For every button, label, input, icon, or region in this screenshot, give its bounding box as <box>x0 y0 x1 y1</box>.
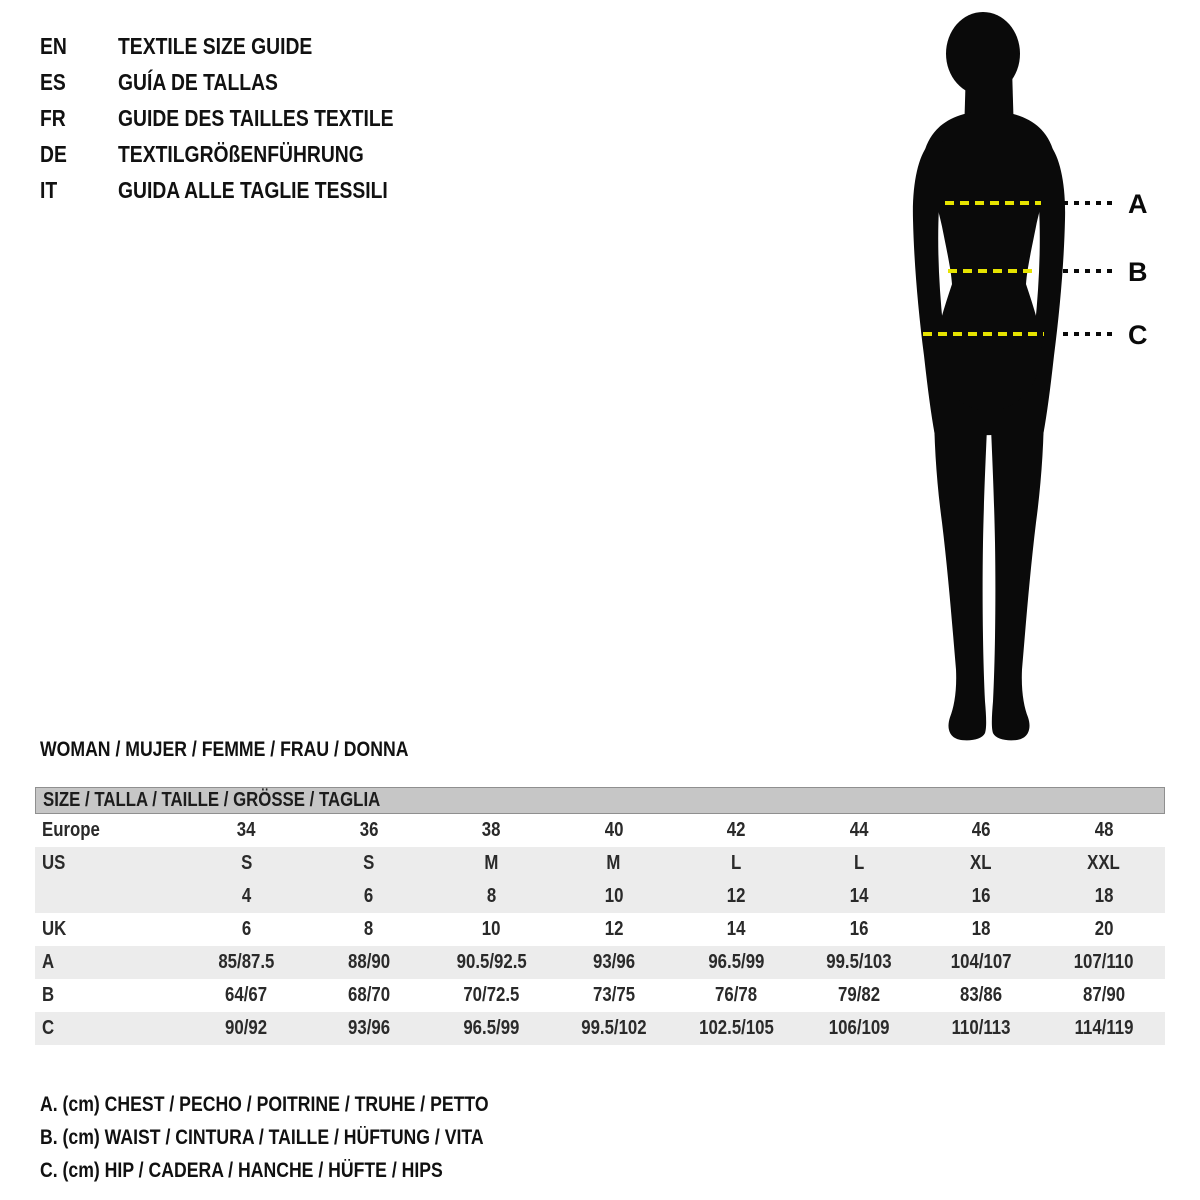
row-label <box>35 918 185 941</box>
table-cell <box>430 819 553 842</box>
table-row <box>35 880 1165 913</box>
table-cell-text: 76/78 <box>715 984 758 1006</box>
table-cell <box>430 918 553 941</box>
table-cell <box>185 885 308 908</box>
table-cell-text: S <box>240 852 252 874</box>
table-cell <box>798 852 921 875</box>
table-cell <box>920 951 1043 974</box>
table-cell-text: S <box>363 852 375 874</box>
category-caption <box>40 738 479 762</box>
legend-row-text: C. (cm) HIP / CADERA / HANCHE / HÜFTE / HIPS <box>40 1158 443 1182</box>
table-cell-text: 38 <box>481 819 501 841</box>
table-cell <box>553 1017 676 1040</box>
legend-row <box>40 1121 574 1154</box>
legend-row-text: B. (cm) WAIST / CINTURA / TAILLE / HÜFTUNG / VITA <box>40 1125 484 1149</box>
table-cell-text: 16 <box>849 918 869 940</box>
table-cell <box>798 984 921 1007</box>
table-cell-text: M <box>484 852 499 874</box>
table-row <box>35 913 1165 946</box>
table-cell <box>675 1017 798 1040</box>
table-cell <box>553 852 676 875</box>
row-label-text: Europe <box>42 819 100 841</box>
language-title <box>118 69 308 96</box>
table-cell-text: 48 <box>1094 819 1114 841</box>
table-cell <box>675 984 798 1007</box>
table-cell <box>1043 1017 1166 1040</box>
table-cell-text: 90/92 <box>225 1017 268 1039</box>
language-code-text: FR <box>40 104 66 131</box>
table-cell-text: 107/110 <box>1073 951 1134 973</box>
table-cell-text: 18 <box>971 918 991 940</box>
category-caption-text: WOMAN / MUJER / FEMME / FRAU / DONNA <box>40 738 409 761</box>
row-label <box>35 951 185 974</box>
table-cell-text: 85/87.5 <box>218 951 275 973</box>
language-code <box>40 177 118 204</box>
table-cell-text: 68/70 <box>347 984 390 1006</box>
table-cell <box>185 984 308 1007</box>
table-cell <box>920 852 1043 875</box>
table-cell <box>798 918 921 941</box>
table-cell <box>675 885 798 908</box>
table-cell-text: M <box>606 852 621 874</box>
chest-label: A <box>1128 189 1148 219</box>
table-cell <box>308 984 431 1007</box>
table-cell-text: 16 <box>971 885 991 907</box>
language-title-text: TEXTILE SIZE GUIDE <box>118 32 313 59</box>
row-label-text: B <box>42 984 55 1006</box>
language-code <box>40 33 118 60</box>
row-label <box>35 885 185 908</box>
table-cell <box>553 885 676 908</box>
table-cell-text: L <box>731 852 742 874</box>
table-cell <box>1043 951 1166 974</box>
language-title-text: GUIDA ALLE TAGLIE TESSILI <box>118 176 388 203</box>
table-cell <box>920 1017 1043 1040</box>
chest-leader-line <box>1063 201 1113 205</box>
language-code-text: DE <box>40 140 67 167</box>
table-cell <box>185 951 308 974</box>
row-label-text: A <box>42 951 55 973</box>
table-cell <box>308 852 431 875</box>
table-cell-text: 90.5/92.5 <box>456 951 527 973</box>
table-cell <box>430 951 553 974</box>
table-cell <box>675 918 798 941</box>
table-cell-text: 10 <box>604 885 624 907</box>
table-cell <box>185 1017 308 1040</box>
table-row <box>35 1012 1165 1045</box>
row-label <box>35 984 185 1007</box>
table-cell-text: 46 <box>971 819 991 841</box>
hip-measure-line <box>923 332 1044 336</box>
table-row <box>35 946 1165 979</box>
chest-measure-line <box>945 201 1041 205</box>
table-cell <box>308 918 431 941</box>
table-cell <box>798 1017 921 1040</box>
table-cell <box>920 819 1043 842</box>
row-label-text: C <box>42 1017 55 1039</box>
legend-row <box>40 1088 574 1121</box>
table-cell <box>430 1017 553 1040</box>
table-cell-text: 114/119 <box>1074 1017 1134 1039</box>
table-cell <box>1043 819 1166 842</box>
language-title <box>118 105 446 132</box>
table-cell <box>553 819 676 842</box>
table-cell-text: 12 <box>726 885 746 907</box>
table-cell-text: 106/109 <box>828 1017 890 1039</box>
size-table-header-text: SIZE / TALLA / TAILLE / GRÖSSE / TAGLIA <box>43 789 381 811</box>
table-cell <box>308 885 431 908</box>
table-cell-text: 99.5/103 <box>826 951 892 973</box>
table-cell-text: 93/96 <box>347 1017 390 1039</box>
size-table-body <box>35 814 1165 1045</box>
language-title <box>118 141 411 168</box>
row-label-text: UK <box>42 918 67 940</box>
woman-silhouette-figure <box>890 6 1090 751</box>
table-row <box>35 979 1165 1012</box>
language-title-text: TEXTILGRÖßENFÜHRUNG <box>118 140 364 167</box>
table-cell-text: 93/96 <box>592 951 635 973</box>
table-cell-text: 88/90 <box>347 951 390 973</box>
language-code-text: ES <box>40 68 66 95</box>
table-cell-text: 14 <box>849 885 869 907</box>
table-cell <box>430 984 553 1007</box>
table-cell-text: 6 <box>364 885 374 907</box>
legend-row <box>40 1154 574 1187</box>
language-row <box>40 136 446 172</box>
table-cell-text: 64/67 <box>225 984 268 1006</box>
table-cell-text: 44 <box>849 819 869 841</box>
table-cell-text: 87/90 <box>1082 984 1125 1006</box>
language-row <box>40 64 446 100</box>
table-cell <box>430 852 553 875</box>
table-cell <box>675 819 798 842</box>
table-cell <box>553 951 676 974</box>
table-row <box>35 814 1165 847</box>
language-title <box>118 33 349 60</box>
waist-label: B <box>1128 257 1148 287</box>
row-label-text: US <box>42 852 66 874</box>
size-table-header <box>35 787 1165 814</box>
language-code <box>40 69 118 96</box>
table-cell <box>1043 885 1166 908</box>
table-cell-text: 99.5/102 <box>581 1017 647 1039</box>
row-label <box>35 819 185 842</box>
table-cell <box>675 852 798 875</box>
hip-leader-line <box>1063 332 1113 336</box>
table-cell <box>185 918 308 941</box>
table-cell-text: XXL <box>1087 852 1121 874</box>
language-row <box>40 172 446 208</box>
language-title-list <box>40 28 446 208</box>
woman-silhouette-svg <box>890 6 1090 751</box>
table-cell-text: 96.5/99 <box>463 1017 520 1039</box>
table-cell <box>185 819 308 842</box>
table-cell <box>430 885 553 908</box>
language-code-text: EN <box>40 32 67 59</box>
table-cell-text: 40 <box>604 819 624 841</box>
table-cell-text: 6 <box>241 918 251 940</box>
row-label <box>35 1017 185 1040</box>
table-cell-text: 18 <box>1094 885 1114 907</box>
table-cell-text: 34 <box>236 819 256 841</box>
table-cell <box>920 984 1043 1007</box>
table-cell <box>798 819 921 842</box>
table-cell-text: 14 <box>726 918 746 940</box>
language-row <box>40 28 446 64</box>
table-cell <box>1043 984 1166 1007</box>
table-cell-text: XL <box>970 852 992 874</box>
measurement-legend <box>40 1088 574 1187</box>
table-cell <box>798 885 921 908</box>
table-cell-text: 42 <box>726 819 746 841</box>
table-cell <box>675 951 798 974</box>
table-cell-text: 8 <box>486 885 496 907</box>
table-cell-text: 36 <box>359 819 379 841</box>
language-title-text: GUÍA DE TALLAS <box>118 68 278 95</box>
table-cell-text: 12 <box>604 918 624 940</box>
table-cell <box>185 852 308 875</box>
language-code <box>40 105 118 132</box>
table-cell-text: 102.5/105 <box>698 1017 774 1039</box>
row-label <box>35 852 185 875</box>
language-code-text: IT <box>40 176 58 203</box>
language-row <box>40 100 446 136</box>
table-cell-text: 8 <box>364 918 374 940</box>
hip-label: C <box>1128 320 1148 350</box>
language-title <box>118 177 439 204</box>
table-cell <box>308 819 431 842</box>
table-cell-text: 83/86 <box>960 984 1003 1006</box>
table-cell <box>920 918 1043 941</box>
table-cell-text: L <box>853 852 864 874</box>
waist-measure-line <box>948 269 1032 273</box>
table-cell <box>798 951 921 974</box>
table-cell-text: 70/72.5 <box>463 984 520 1006</box>
table-cell-text: 104/107 <box>950 951 1012 973</box>
table-cell-text: 96.5/99 <box>708 951 765 973</box>
table-cell <box>308 1017 431 1040</box>
table-cell <box>553 918 676 941</box>
legend-row-text: A. (cm) CHEST / PECHO / POITRINE / TRUHE / PETTO <box>40 1092 489 1116</box>
size-table <box>35 787 1165 1045</box>
language-title-text: GUIDE DES TAILLES TEXTILE <box>118 104 394 131</box>
language-code <box>40 141 118 168</box>
table-cell <box>1043 918 1166 941</box>
waist-leader-line <box>1063 269 1113 273</box>
table-cell-text: 20 <box>1094 918 1114 940</box>
table-cell-text: 73/75 <box>592 984 635 1006</box>
table-cell-text: 10 <box>481 918 501 940</box>
table-cell-text: 4 <box>241 885 251 907</box>
table-row <box>35 847 1165 880</box>
table-cell <box>1043 852 1166 875</box>
table-cell <box>553 984 676 1007</box>
table-cell <box>920 885 1043 908</box>
table-cell-text: 110/113 <box>951 1017 1011 1039</box>
table-cell-text: 79/82 <box>837 984 880 1006</box>
table-cell <box>308 951 431 974</box>
